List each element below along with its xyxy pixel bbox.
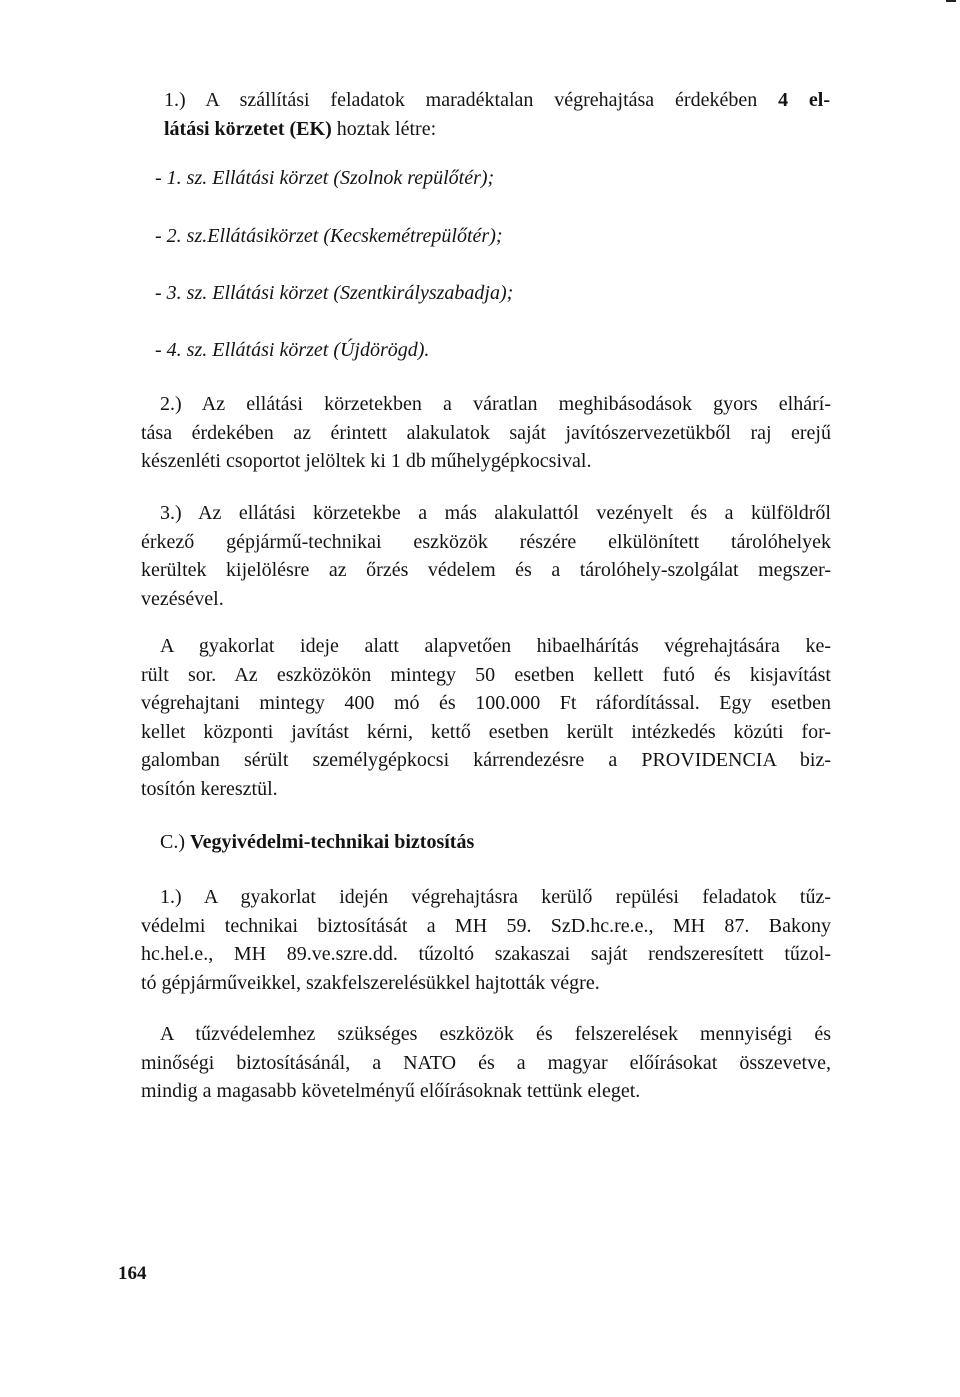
intro-line-1-bold: 4 el-	[778, 89, 831, 111]
section-5-line-1: 1.) A gyakorlat idején végrehajtásra kerülő repülési feladatok tűz-	[160, 886, 831, 908]
heading-c-title: Vegyivédelmi-technikai biztosítás	[190, 831, 475, 853]
section-3-line-2: érkező gépjármű-technikai eszközök részére elkülönített tárolóhelyek	[141, 530, 831, 553]
intro-line-2	[164, 115, 830, 144]
section-4	[141, 632, 831, 803]
list-item-4: - 4. sz. Ellátási körzet (Újdörögd).	[155, 339, 430, 361]
list-item-2: - 2. sz.Ellátásikörzet (Kecskemétrepülőtér);	[155, 225, 503, 247]
section-5-line-2: védelmi technikai biztosítását a MH 59. SzD.hc.re.e., MH 87. Bakony	[141, 914, 831, 937]
section-1-intro	[164, 86, 830, 143]
section-6-line-2: minőségi biztosításánál, a NATO és a magyar előírásokat összevetve,	[141, 1051, 831, 1074]
heading-c-prefix: C.)	[160, 831, 190, 853]
list-item-1: - 1. sz. Ellátási körzet (Szolnok repülőtér);	[155, 167, 495, 189]
section-2-line-2: tása érdekében az érintett alakulatok saját javítószervezetükből raj erejű	[141, 421, 831, 444]
heading-c	[160, 828, 850, 857]
section-3-line-3: kerültek kijelölésre az őrzés védelem és a tárolóhely-szolgálat megszer-	[141, 559, 831, 581]
section-4-line-4: kellet központi javítást kérni, kettő esetben került intézkedés közúti for-	[141, 720, 831, 743]
section-6-line-3: mindig a magasabb követelményű előírásoknak tettünk eleget.	[141, 1080, 641, 1102]
section-3	[141, 499, 831, 613]
section-4-line-1: A gyakorlat ideje alatt alapvetően hibaelhárítás végrehajtására ke-	[160, 635, 831, 657]
section-5-line-3: hc.hel.e., MH 89.ve.szre.dd. tűzoltó szakaszai saját rendszeresített tűzol-	[141, 943, 831, 965]
section-4-line-6: tosítón keresztül.	[141, 777, 278, 800]
section-2-line-1: 2.) Az ellátási körzetekben a váratlan meghibásodások gyors elhárí-	[160, 393, 831, 415]
section-4-line-3: végrehajtani mintegy 400 mó és 100.000 Ft ráfordítással. Egy esetben	[141, 692, 831, 714]
section-5-line-4: tó gépjárműveikkel, szakfelszerelésükkel hajtották végre.	[141, 971, 600, 994]
list-item-3: - 3. sz. Ellátási körzet (Szentkirályszabadja);	[155, 282, 514, 304]
section-4-line-2: rült sor. Az eszközökön mintegy 50 esetben kellett futó és kisjavítást	[141, 663, 831, 686]
intro-line-1-text: 1.) A szállítási feladatok maradéktalan végrehajtása érdekében	[164, 89, 779, 111]
intro-line-2-bold: látási körzetet (EK)	[164, 117, 332, 140]
page-number: 164	[118, 1263, 147, 1284]
section-4-line-5: galomban sérült személygépkocsi kárrendezésre a PROVIDENCIA biz-	[141, 749, 831, 771]
section-2-line-3: készenléti csoportot jelöltek ki 1 db műhelygépkocsival.	[141, 450, 592, 472]
intro-line-1	[164, 86, 830, 115]
section-6-line-1: A tűzvédelemhez szükséges eszközök és felszerelések mennyiségi és	[160, 1023, 831, 1045]
section-5	[141, 883, 831, 997]
section-6	[141, 1020, 831, 1106]
section-3-line-1: 3.) Az ellátási körzetekbe a más alakulattól vezényelt és a külföldről	[160, 502, 831, 524]
intro-line-2-text: hoztak létre:	[331, 117, 437, 140]
section-2	[141, 390, 831, 476]
scan-mark	[946, 0, 956, 2]
section-3-line-4: vezésével.	[141, 587, 224, 610]
